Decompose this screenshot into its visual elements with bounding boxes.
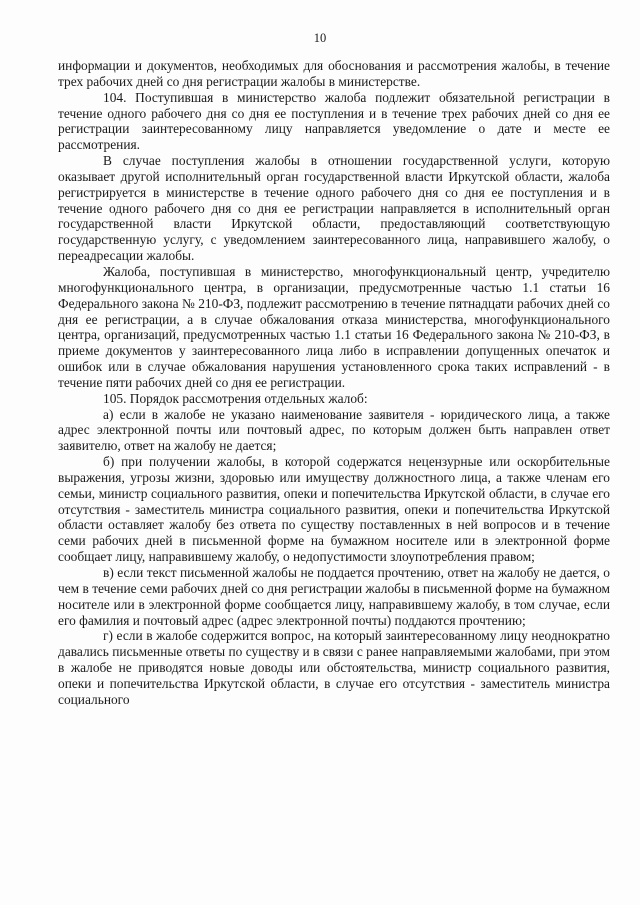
page-body xyxy=(58,58,610,708)
paragraph-105-a: а) если в жалобе не указано наименование заявителя - юридического лица, а также адрес электронной почты или почтовый адрес, по которым должен быть направлен ответ заявителю, ответ на жалобу не дается; xyxy=(58,406,610,454)
paragraph-review-period: Жалоба, поступившая в министерство, многофункциональный центр, учредителю многофункционального центра, в организации, предусмотренные частью 1.1 статьи 16 Федерального закона № 210-ФЗ, подлежит рассмотрению в течение пятнадцати рабочих дней со дня ее регистрации, а в случае обжалования отказа министерства, многофункционального центра, организаций, предусмотренных частью 1.1 статьи 16 Федерального закона № 210-ФЗ, в приеме документов у заинтересованного лица либо в исправлении допущенных опечаток и ошибок или в случае обжалования нарушения установленного срока таких исправлений - в течение пяти рабочих дней со дня ее регистрации. xyxy=(58,263,610,390)
paragraph-105-b: б) при получении жалобы, в которой содержатся нецензурные или оскорбительные выражения, угрозы жизни, здоровью или имуществу должностного лица, а также членам его семьи, министр социального развития, опеки и попечительства Иркутской области, в случае его отсутствия - заместитель министра социального развития, опеки и попечительства Иркутской области оставляет жалобу без ответа по существу поставленных в ней вопросов и в течение семи рабочих дней в письменной форме на бумажном носителе или в электронной форме сообщает лицу, направившему жалобу, о недопустимости злоупотребления правом; xyxy=(58,454,610,565)
paragraph-continuation: информации и документов, необходимых для обоснования и рассмотрения жалобы, в течение трех рабочих дней со дня регистрации жалобы в министерстве. xyxy=(58,58,610,89)
paragraph-104: 104. Поступившая в министерство жалоба подлежит обязательной регистрации в течение одного рабочего дня со дня ее поступления и в течение трех рабочих дней со дня ее регистрации заинтересованному лицу направляется уведомление о дате и месте ее рассмотрения. xyxy=(58,89,610,153)
paragraph-105-heading: 105. Порядок рассмотрения отдельных жалоб: xyxy=(103,390,368,406)
paragraph-105-v: в) если текст письменной жалобы не поддается прочтению, ответ на жалобу не дается, о чем в течение семи рабочих дней со дня регистрации жалобы в письменной форме на бумажном носителе или в электронной форме сообщается лицу, направившему жалобу, в том случае, если его фамилия и почтовый адрес (адрес электронной почты) поддаются прочтению; xyxy=(58,565,610,628)
paragraph-105-g: г) если в жалобе содержится вопрос, на который заинтересованному лицу неоднократно давались письменные ответы по существу и в связи с ранее направляемыми жалобами, при этом в жалобе не приводятся новые доводы или обстоятельства, министр социального развития, опеки и попечительства Иркутской области, в случае его отсутствия - заместитель министра социального xyxy=(58,628,610,707)
paragraph-redirection: В случае поступления жалобы в отношении государственной услуги, которую оказывает другой исполнительный орган государственной власти Иркутской области, жалоба регистрируется в министерстве в течение одного рабочего дня со дня ее поступления и в течение одного рабочего дня со дня ее регистрации направляется в исполнительный орган государственной власти Иркутской области, предоставляющий соответствующую государственную услугу, с уведомлением заинтересованного лица, направившего жалобу, о переадресации жалобы. xyxy=(58,153,610,264)
page-number: 10 xyxy=(313,31,327,45)
